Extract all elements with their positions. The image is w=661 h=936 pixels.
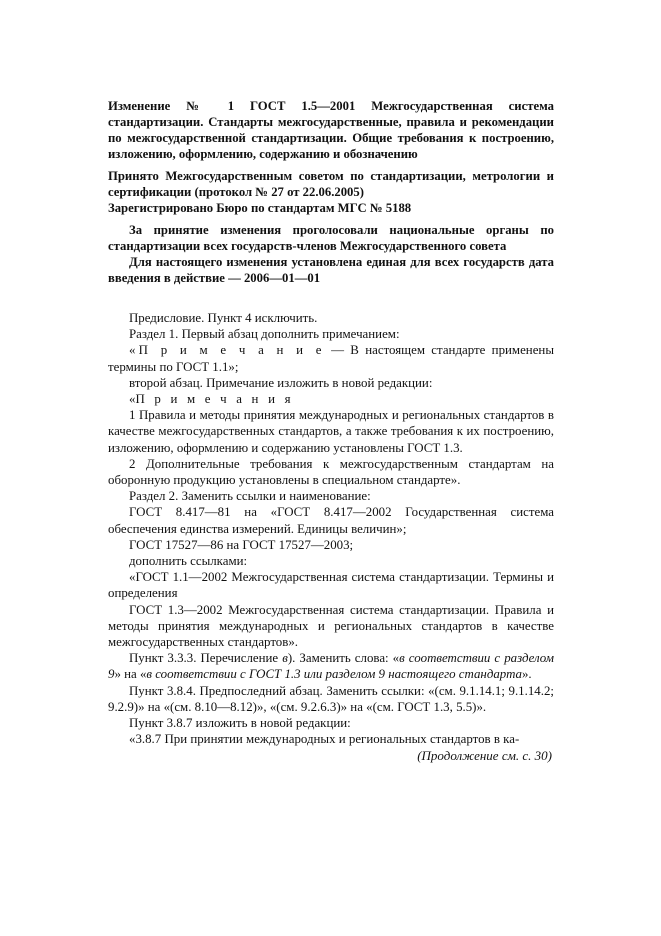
effective-date-note: Для настоящего изменения установлена единая для всех государств дата введения в действие — 2006—01—01 (108, 255, 554, 285)
header-block (108, 98, 554, 162)
text-run: ». (521, 667, 532, 682)
voting-note: За принятие изменения проголосовали национальные органы по стандартизации всех государств-членов Межгосударственного совета (108, 223, 554, 253)
document-page (108, 98, 554, 747)
paragraph: Пункт 3.8.7 изложить в новой редакции: (129, 716, 351, 731)
paragraph: Раздел 1. Первый абзац дополнить примечанием: (129, 327, 400, 342)
voting-block (108, 222, 554, 286)
paragraph: «ГОСТ 1.1—2002 Межгосударственная система стандартизации. Термины и определения (108, 570, 554, 601)
notes-label: П р и м е ч а н и я (135, 392, 294, 407)
paragraph: ГОСТ 17527—86 на ГОСТ 17527—2003; (129, 537, 354, 552)
note-text: — В настоящем стандарте применены термины по ГОСТ 1.1»; (108, 343, 554, 374)
text-run-italic: в соответствии с ГОСТ 1.3 или разделом 9 настоящего стандарта (146, 667, 522, 682)
paragraph (108, 650, 554, 682)
paragraph: Пункт 3.8.4. Предпоследний абзац. Заменить ссылки: «(см. 9.1.14.1; 9.1.14.2; 9.2.9)» на «(см. 8.10—8.12)», «(см. 9.2.6.3)» на «(см. ГОСТ 1.3, 5.5)». (108, 683, 554, 714)
paragraph: Раздел 2. Заменить ссылки и наименование: (129, 489, 371, 504)
note-label: «П р и м е ч а н и е (129, 343, 325, 358)
text-run: Пункт 3.3.3. Перечисление (129, 651, 283, 666)
continuation-note: (Продолжение см. с. 30) (417, 748, 552, 763)
paragraph: второй абзац. Примечание изложить в новой редакции: (129, 375, 433, 390)
quote-mark: « (129, 392, 136, 407)
registration-note: Зарегистрировано Бюро по стандартам МГС № 5188 (108, 201, 412, 215)
text-run-italic: в (282, 651, 288, 666)
paragraph: ГОСТ 8.417—81 на «ГОСТ 8.417—2002 Государственная система обеспечения единства измерений. Единицы величин»; (108, 505, 554, 536)
paragraph: «3.8.7 При принятии международных и региональных стандартов в ка- (129, 732, 520, 747)
paragraph: Предисловие. Пункт 4 исключить. (129, 311, 318, 325)
paragraph (108, 391, 554, 407)
paragraph: ГОСТ 1.3—2002 Межгосударственная система стандартизации. Правила и методы принятия международных и региональных стандартов в качестве межгосударственных стандартов». (108, 602, 554, 650)
text-run: » на « (114, 667, 147, 682)
text-run: ). Заменить слова: « (287, 651, 400, 666)
amendment-title: Изменение № 1 ГОСТ 1.5—2001 Межгосударственная система стандартизации. Стандарты межгосударственные, правила и рекомендации по межгосударственной стандартизации. Общие требования к построению, изложению, оформлению, содержанию и обозначению (108, 99, 554, 161)
body-text (108, 310, 554, 747)
adoption-block (108, 168, 554, 216)
paragraph: 2 Дополнительные требования к межгосударственным стандартам на оборонную продукцию установлены в специальном стандарте». (108, 456, 554, 488)
adopted-by: Принято Межгосударственным советом по стандартизации, метрологии и сертификации (протокол № 27 от 22.06.2005) (108, 169, 554, 199)
paragraph: 1 Правила и методы принятия международных и региональных стандартов в качестве межгосударственных стандартов, а также требования к их построению, изложению, оформлению и содержанию установлены ГОСТ 1.3. (108, 408, 554, 455)
paragraph: дополнить ссылками: (129, 554, 248, 569)
paragraph (108, 342, 554, 374)
text-run-italic: в соответствии с разделом 9 (108, 651, 554, 682)
